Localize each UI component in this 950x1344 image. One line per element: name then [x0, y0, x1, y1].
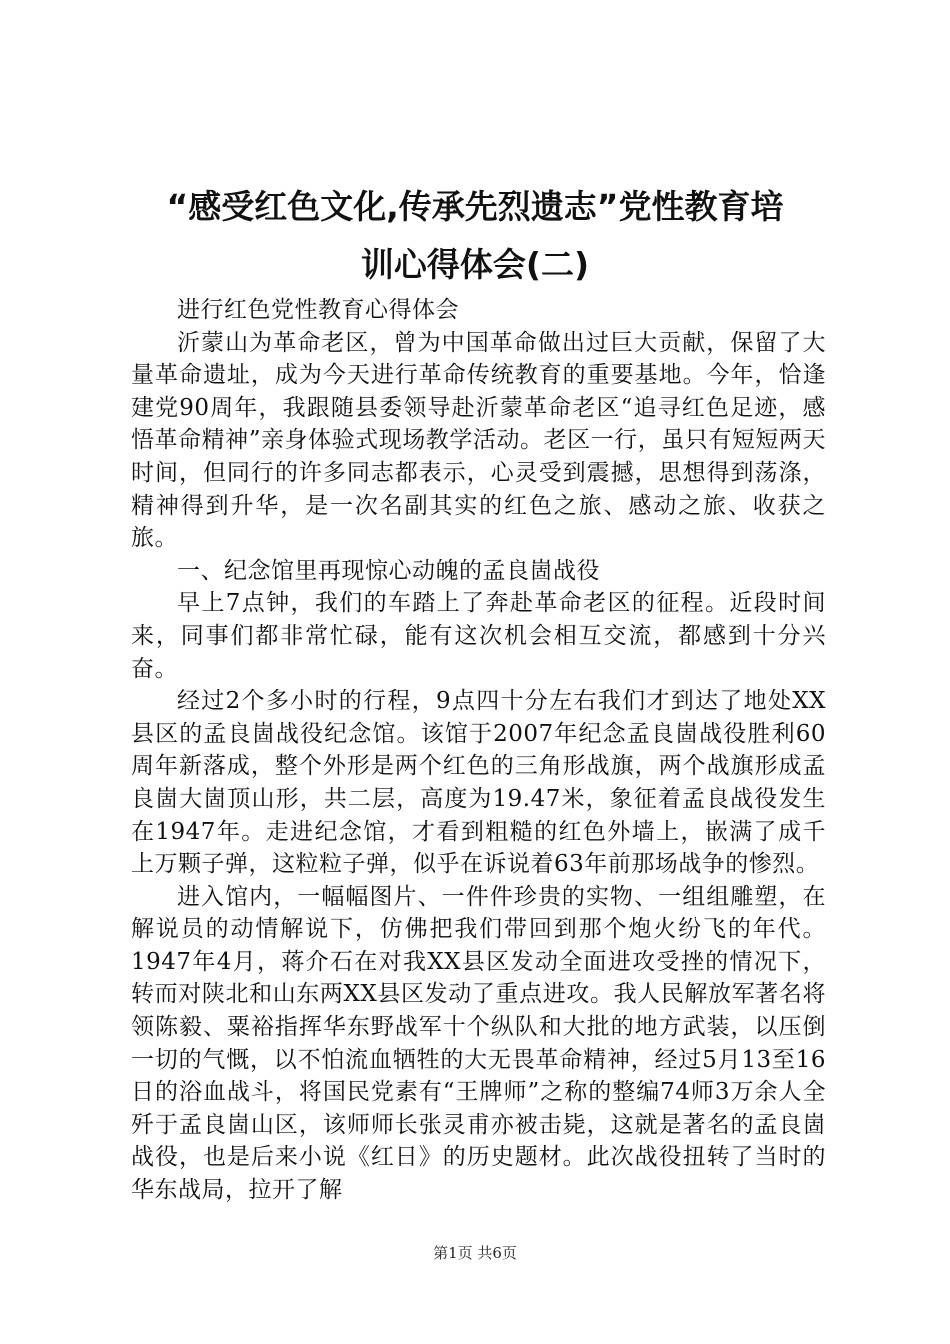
page-number-footer: 第1页 共6页 [433, 1244, 517, 1262]
section-heading: 一、纪念馆里再现惊心动魄的孟良崮战役 [177, 557, 600, 584]
paragraph: 早上7点钟，我们的车踏上了奔赴革命老区的征程。近段时间来，同事们都非常忙碌，能有这次机会相互交流，都感到十分兴奋。 [131, 590, 826, 682]
paragraph-subtitle: 进行红色党性教育心得体会 [177, 297, 459, 323]
paragraph: 沂蒙山为革命老区，曾为中国革命做出过巨大贡献，保留了大量革命遗址，成为今天进行革命传统教育的重要基地。今年，恰逢建党90周年，我跟随县委领导赴沂蒙革命老区“追寻红色足迹，感悟革命精神”亲身体验式现场教学活动。老区一行，虽只有短短两天时间，但同行的许多同志都表示，心灵受到震撼，思想得到荡涤，精神得到升华，是一次名副其实的红色之旅、感动之旅、收获之旅。 [131, 329, 826, 552]
title-line-1: “感受红色文化,传承先烈遗志”党性教育培 [166, 187, 784, 226]
paragraph: 进入馆内，一幅幅图片、一件件珍贵的实物、一组组雕塑，在解说员的动情解说下，仿佛把我们带回到那个炮火纷飞的年代。1947年4月，蒋介石在对我XX县区发动全面进攻受挫的情况下，转而对陕北和山东两XX县区发动了重点进攻。我人民解放军著名将领陈毅、粟裕指挥华东野战军十个纵队和大批的地方武装，以压倒一切的气慨，以不怕流血牺牲的大无畏革命精神，经过5月13至16日的浴血战斗，将国民党素有“王牌师”之称的整编74师3万余人全歼于孟良崮山区，该师师长张灵甫亦被击毙，这就是著名的孟良崮战役，也是后来小说《红日》的历史题材。此次战役扭转了当时的华东战局，拉开了解 [131, 883, 826, 1204]
document-body [131, 294, 826, 1207]
document-title [120, 178, 830, 294]
paragraph: 经过2个多小时的行程，9点四十分左右我们才到达了地处XX县区的孟良崮战役纪念馆。该馆于2007年纪念孟良崮战役胜利60周年新落成，整个外形是两个红色的三角形战旗，两个战旗形成孟良崮大崮顶山形，共二层，高度为19.47米，象征着孟良战役发生在1947年。走进纪念馆，才看到粗糙的红色外墙上，嵌满了成千上万颗子弹，这粒粒子弹，似乎在诉说着63年前那场战争的惨烈。 [131, 688, 826, 878]
title-line-2: 训心得体会(二) [360, 245, 590, 284]
